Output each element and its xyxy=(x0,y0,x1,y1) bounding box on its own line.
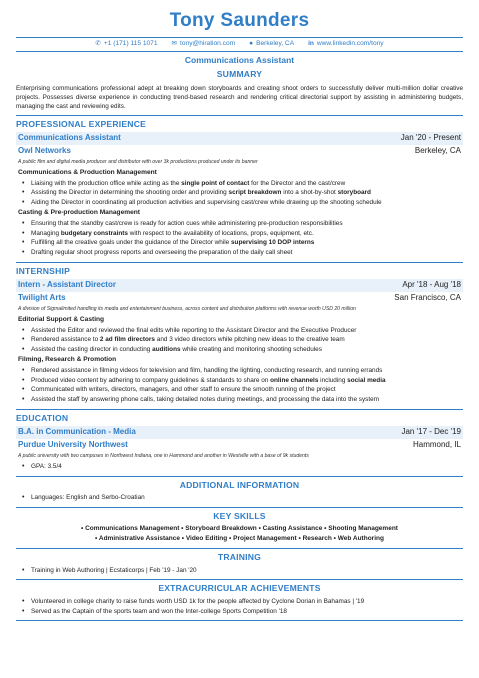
experience-role-bar xyxy=(16,132,463,145)
education-school-row xyxy=(16,439,463,452)
internship-list xyxy=(16,326,463,355)
list-item: • Assisted the Editor and reviewed the final edits while reporting to the Assistant Director and the Executive Producer xyxy=(22,326,463,336)
list-item: • Aiding the Director in coordinating all production activities and supervising cast/crew while drawing up the shooting schedule xyxy=(22,198,463,208)
list-item: • Training in Web Authoring | Ecstaticorps | Feb '19 - Jan '20 xyxy=(22,566,463,576)
contact-location xyxy=(249,40,294,49)
education-desc: A public university with two campuses in Northwest Indiana, one in Hammond and another in Westville with a base of 9k students xyxy=(18,452,309,459)
experience-date: Jan '20 - Present xyxy=(400,133,461,143)
education-location: Hammond, IL xyxy=(412,440,461,450)
internship-list xyxy=(16,366,463,405)
experience-list xyxy=(16,219,463,258)
list-item: • Managing budgetary constraints with respect to the availability of locations, props, equipment, etc. xyxy=(22,229,463,239)
linkedin-icon: in xyxy=(308,40,314,48)
list-item: • GPA: 3.5/4 xyxy=(22,462,463,472)
skills-line: • Communications Management • Storyboard Breakdown • Casting Assistance • Shooting Management xyxy=(81,525,398,533)
list-item: • Served as the Captain of the sports team and won the Inter-college Sports Competition '18 xyxy=(22,607,463,617)
skills-list xyxy=(16,524,463,544)
experience-subhead: Communications & Production Management xyxy=(18,168,157,176)
phone-icon: ✆ xyxy=(95,39,101,47)
summary-heading: SUMMARY xyxy=(216,69,263,80)
education-date: Jan '17 - Dec '19 xyxy=(401,427,461,437)
experience-org: Owl Networks xyxy=(18,146,71,156)
internship-subhead: Editorial Support & Casting xyxy=(18,315,105,323)
internship-desc: A division of Sigmalimited handling its media and entertainment business, across content and distribution platforms with revenue worth USD 20 million xyxy=(18,305,356,312)
extracurricular-heading: EXTRACURRICULAR ACHIEVEMENTS xyxy=(158,583,321,594)
divider xyxy=(16,262,463,263)
experience-org-row xyxy=(16,145,463,158)
additional-list xyxy=(16,493,463,503)
list-item: • Assisted the casting director in conducting auditions while creating and monitoring shooting schedules xyxy=(22,345,463,355)
internship-role-bar xyxy=(16,279,463,292)
list-item: • Ensuring that the standby cast/crew is ready for action cues while administering pre-production responsibilities xyxy=(22,219,463,229)
summary-text: Enterprising communications professional adept at breaking down storyboards and creating shoot orders to successfully deliver multi-million dollar creative projects. Possesses diverse experience in conducting trend-based research and rendering critical directorial support by assisting in administering budgets, managing the cast and reviewing edits. xyxy=(16,84,463,110)
divider xyxy=(16,548,463,549)
list-item: • Assisting the Director in determining the shooting order and providing script breakdown into a shot-by-shot storyboard xyxy=(22,188,463,198)
list-item: • Rendered assistance to 2 ad film directors and 3 video directors while pitching new ideas to the creative team xyxy=(22,335,463,345)
divider xyxy=(16,476,463,477)
contact-email[interactable] xyxy=(172,40,236,49)
divider xyxy=(16,115,463,116)
job-title: Communications Assistant xyxy=(184,54,295,65)
location-icon: ● xyxy=(249,39,254,47)
list-item: • Rendered assistance in filming videos for television and film, handling the lighting, conducting research, and running errands xyxy=(22,366,463,376)
experience-heading: PROFESSIONAL EXPERIENCE xyxy=(16,118,147,129)
training-list xyxy=(16,566,463,576)
internship-location: San Francisco, CA xyxy=(394,293,461,303)
location-text: Berkeley, CA xyxy=(256,39,295,47)
list-item: • Drafting regular shoot progress reports and overseeing the preparation of the daily call sheet xyxy=(22,248,463,258)
training-heading: TRAINING xyxy=(217,551,262,562)
education-degree-bar xyxy=(16,426,463,439)
skills-line: • Administrative Assistance • Video Editing • Project Management • Research • Web Authoring xyxy=(95,535,384,543)
education-degree: B.A. in Communication - Media xyxy=(18,427,136,437)
internship-org: Twilight Arts xyxy=(18,293,66,303)
internship-heading: INTERNSHIP xyxy=(16,265,71,276)
experience-role: Communications Assistant xyxy=(18,133,121,143)
email-text[interactable]: tony@hiration.com xyxy=(180,39,236,47)
list-item: • Assisted the staff by answering phone calls, taking detailed notes during meetings, and processing the data into the system xyxy=(22,395,463,405)
list-item: • Communicated with writers, directors, managers, and other staff to ensure the smooth running of the project xyxy=(22,385,463,395)
contact-phone xyxy=(95,40,157,49)
divider xyxy=(16,579,463,580)
internship-role: Intern - Assistant Director xyxy=(18,280,116,290)
skills-heading: KEY SKILLS xyxy=(213,510,266,521)
contact-linkedin[interactable] xyxy=(308,40,383,49)
experience-subhead: Casting & Pre-production Management xyxy=(18,208,140,216)
additional-heading: ADDITIONAL INFORMATION xyxy=(179,479,300,490)
candidate-name: Tony Saunders xyxy=(169,10,310,31)
phone-text: +1 (171) 115 1071 xyxy=(103,39,158,47)
list-item: • Liaising with the production office while acting as the single point of contact for the Director and the cast/crew xyxy=(22,179,463,189)
list-item: • Produced video content by adhering to company guidelines & standards to share on online channels including social media xyxy=(22,376,463,386)
education-heading: EDUCATION xyxy=(16,412,69,423)
divider xyxy=(16,507,463,508)
education-list xyxy=(16,462,463,472)
internship-org-row xyxy=(16,292,463,305)
divider xyxy=(16,409,463,410)
list-item: • Languages: English and Serbo-Croatian xyxy=(22,493,463,503)
education-school: Purdue University Northwest xyxy=(18,440,128,450)
experience-desc: A public film and digital media producer and distributor with over 3k productions produced under its banner xyxy=(18,158,258,165)
linkedin-text[interactable]: www.linkedin.com/tony xyxy=(316,39,384,47)
experience-location: Berkeley, CA xyxy=(414,146,461,156)
list-item: • Fulfilling all the creative goals under the guidance of the Director while supervising 10 DOP interns xyxy=(22,238,463,248)
list-item: • Volunteered in college charity to raise funds worth USD 1k for the people affected by Cyclone Dorian in Bahamas | '19 xyxy=(22,597,463,607)
internship-subhead: Filming, Research & Promotion xyxy=(18,355,117,363)
email-icon: ✉ xyxy=(171,39,178,47)
experience-list xyxy=(16,179,463,208)
internship-date: Apr '18 - Aug '18 xyxy=(402,280,461,290)
divider xyxy=(16,620,463,621)
contact-bar xyxy=(16,37,463,52)
extracurricular-list xyxy=(16,597,463,616)
